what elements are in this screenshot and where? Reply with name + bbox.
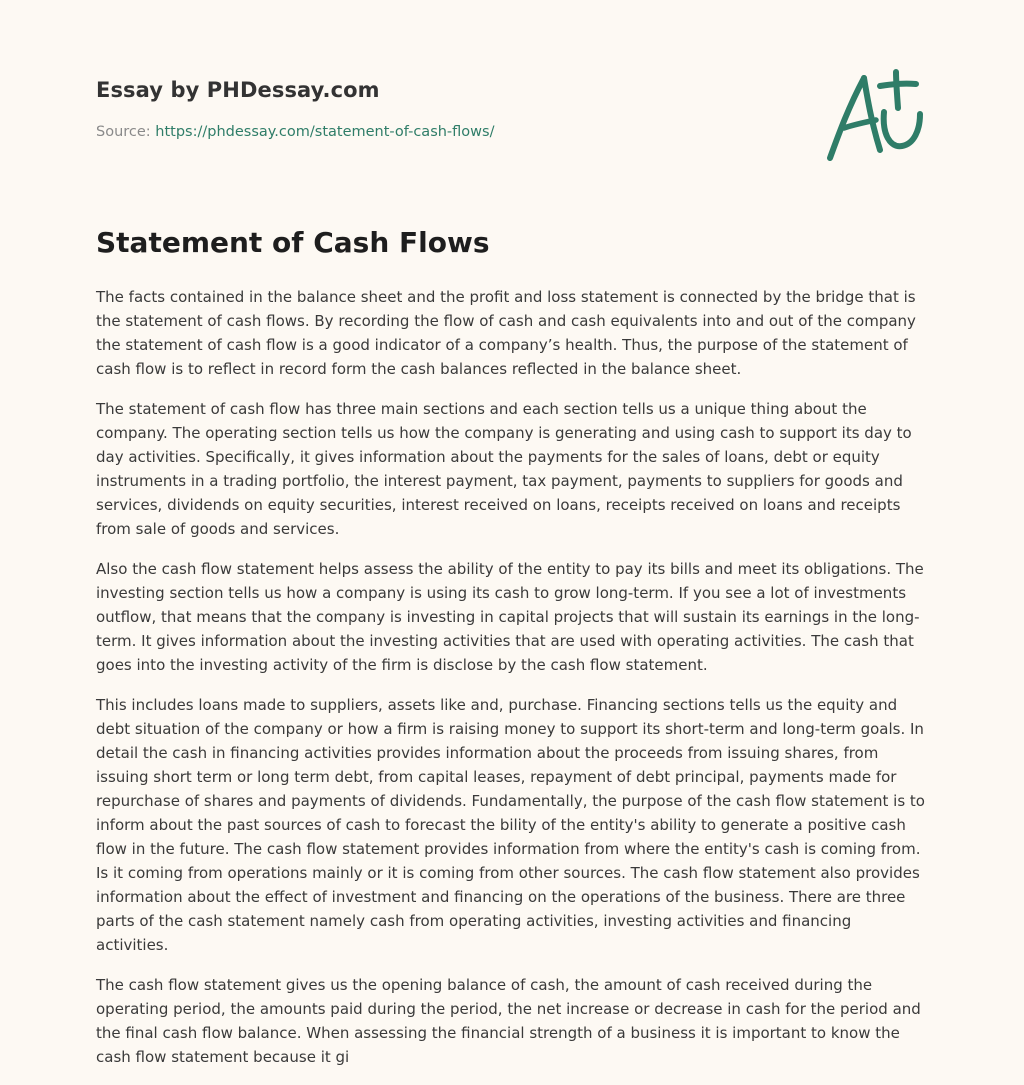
essay-paragraph: Also the cash flow statement helps assess the ability of the entity to pay its bills and meet its obligations. The investing section tells us how a company is using its cash to grow long-term. If you see a lot of investments outflow, that means that the company is investing in capital projects that will sustain its earnings in the long-term. It gives information about the investing activities that are used with operating activities. The cash that goes into the investing activity of the firm is disclose by the cash flow statement. bbox=[96, 560, 924, 674]
site-brand: Essay by PHDessay.com bbox=[96, 78, 380, 102]
essay-paragraph: The statement of cash flow has three main sections and each section tells us a unique thing about the company. The operating section tells us how the company is generating and using cash to support its day to day activities. Specifically, it gives information about the payments for the sales of loans, debt or equity instruments in a trading portfolio, the interest payment, tax payment, payments to suppliers for goods and services, dividends on equity securities, interest received on loans, receipts received on loans and receipts from sale of goods and services. bbox=[96, 400, 912, 538]
a-plus-logo-icon bbox=[824, 68, 928, 164]
source-line bbox=[96, 124, 494, 140]
source-link[interactable]: https://phdessay.com/statement-of-cash-flows/ bbox=[155, 124, 495, 140]
essay-title: Statement of Cash Flows bbox=[96, 226, 490, 259]
essay-body bbox=[96, 285, 928, 1085]
essay-paragraph: This includes loans made to suppliers, assets like and, purchase. Financing sections tells us the equity and debt situation of the company or how a firm is raising money to support its short-term and long-term goals. In detail the cash in financing activities provides information about the proceeds from issuing shares, from issuing short term or long term debt, from capital leases, repayment of debt principal, payments made for repurchase of shares and payments of dividends. Fundamentally, the purpose of the cash flow statement is to inform about the past sources of cash to forecast the bility of the entity's ability to generate a positive cash flow in the future. The cash flow statement provides information from where the entity's cash is coming from. Is it coming from operations mainly or it is coming from other sources. The cash flow statement also provides information about the effect of investment and financing on the operations of the business. There are three parts of the cash statement namely cash from operating activities, investing activities and financing activities. bbox=[96, 696, 925, 954]
essay-paragraph: The facts contained in the balance sheet and the profit and loss statement is connected by the bridge that is the statement of cash flows. By recording the flow of cash and cash equivalents into and out of the company the statement of cash flow is a good indicator of a company’s health. Thus, the purpose of the statement of cash flow is to reflect in record form the cash balances reflected in the balance sheet. bbox=[96, 288, 916, 378]
essay-paragraph: The cash flow statement gives us the opening balance of cash, the amount of cash received during the operating period, the amounts paid during the period, the net increase or decrease in cash for the period and the final cash flow balance. When assessing the financial strength of a business it is important to know the cash flow statement because it gi bbox=[96, 976, 921, 1066]
source-label: Source: bbox=[96, 124, 156, 140]
